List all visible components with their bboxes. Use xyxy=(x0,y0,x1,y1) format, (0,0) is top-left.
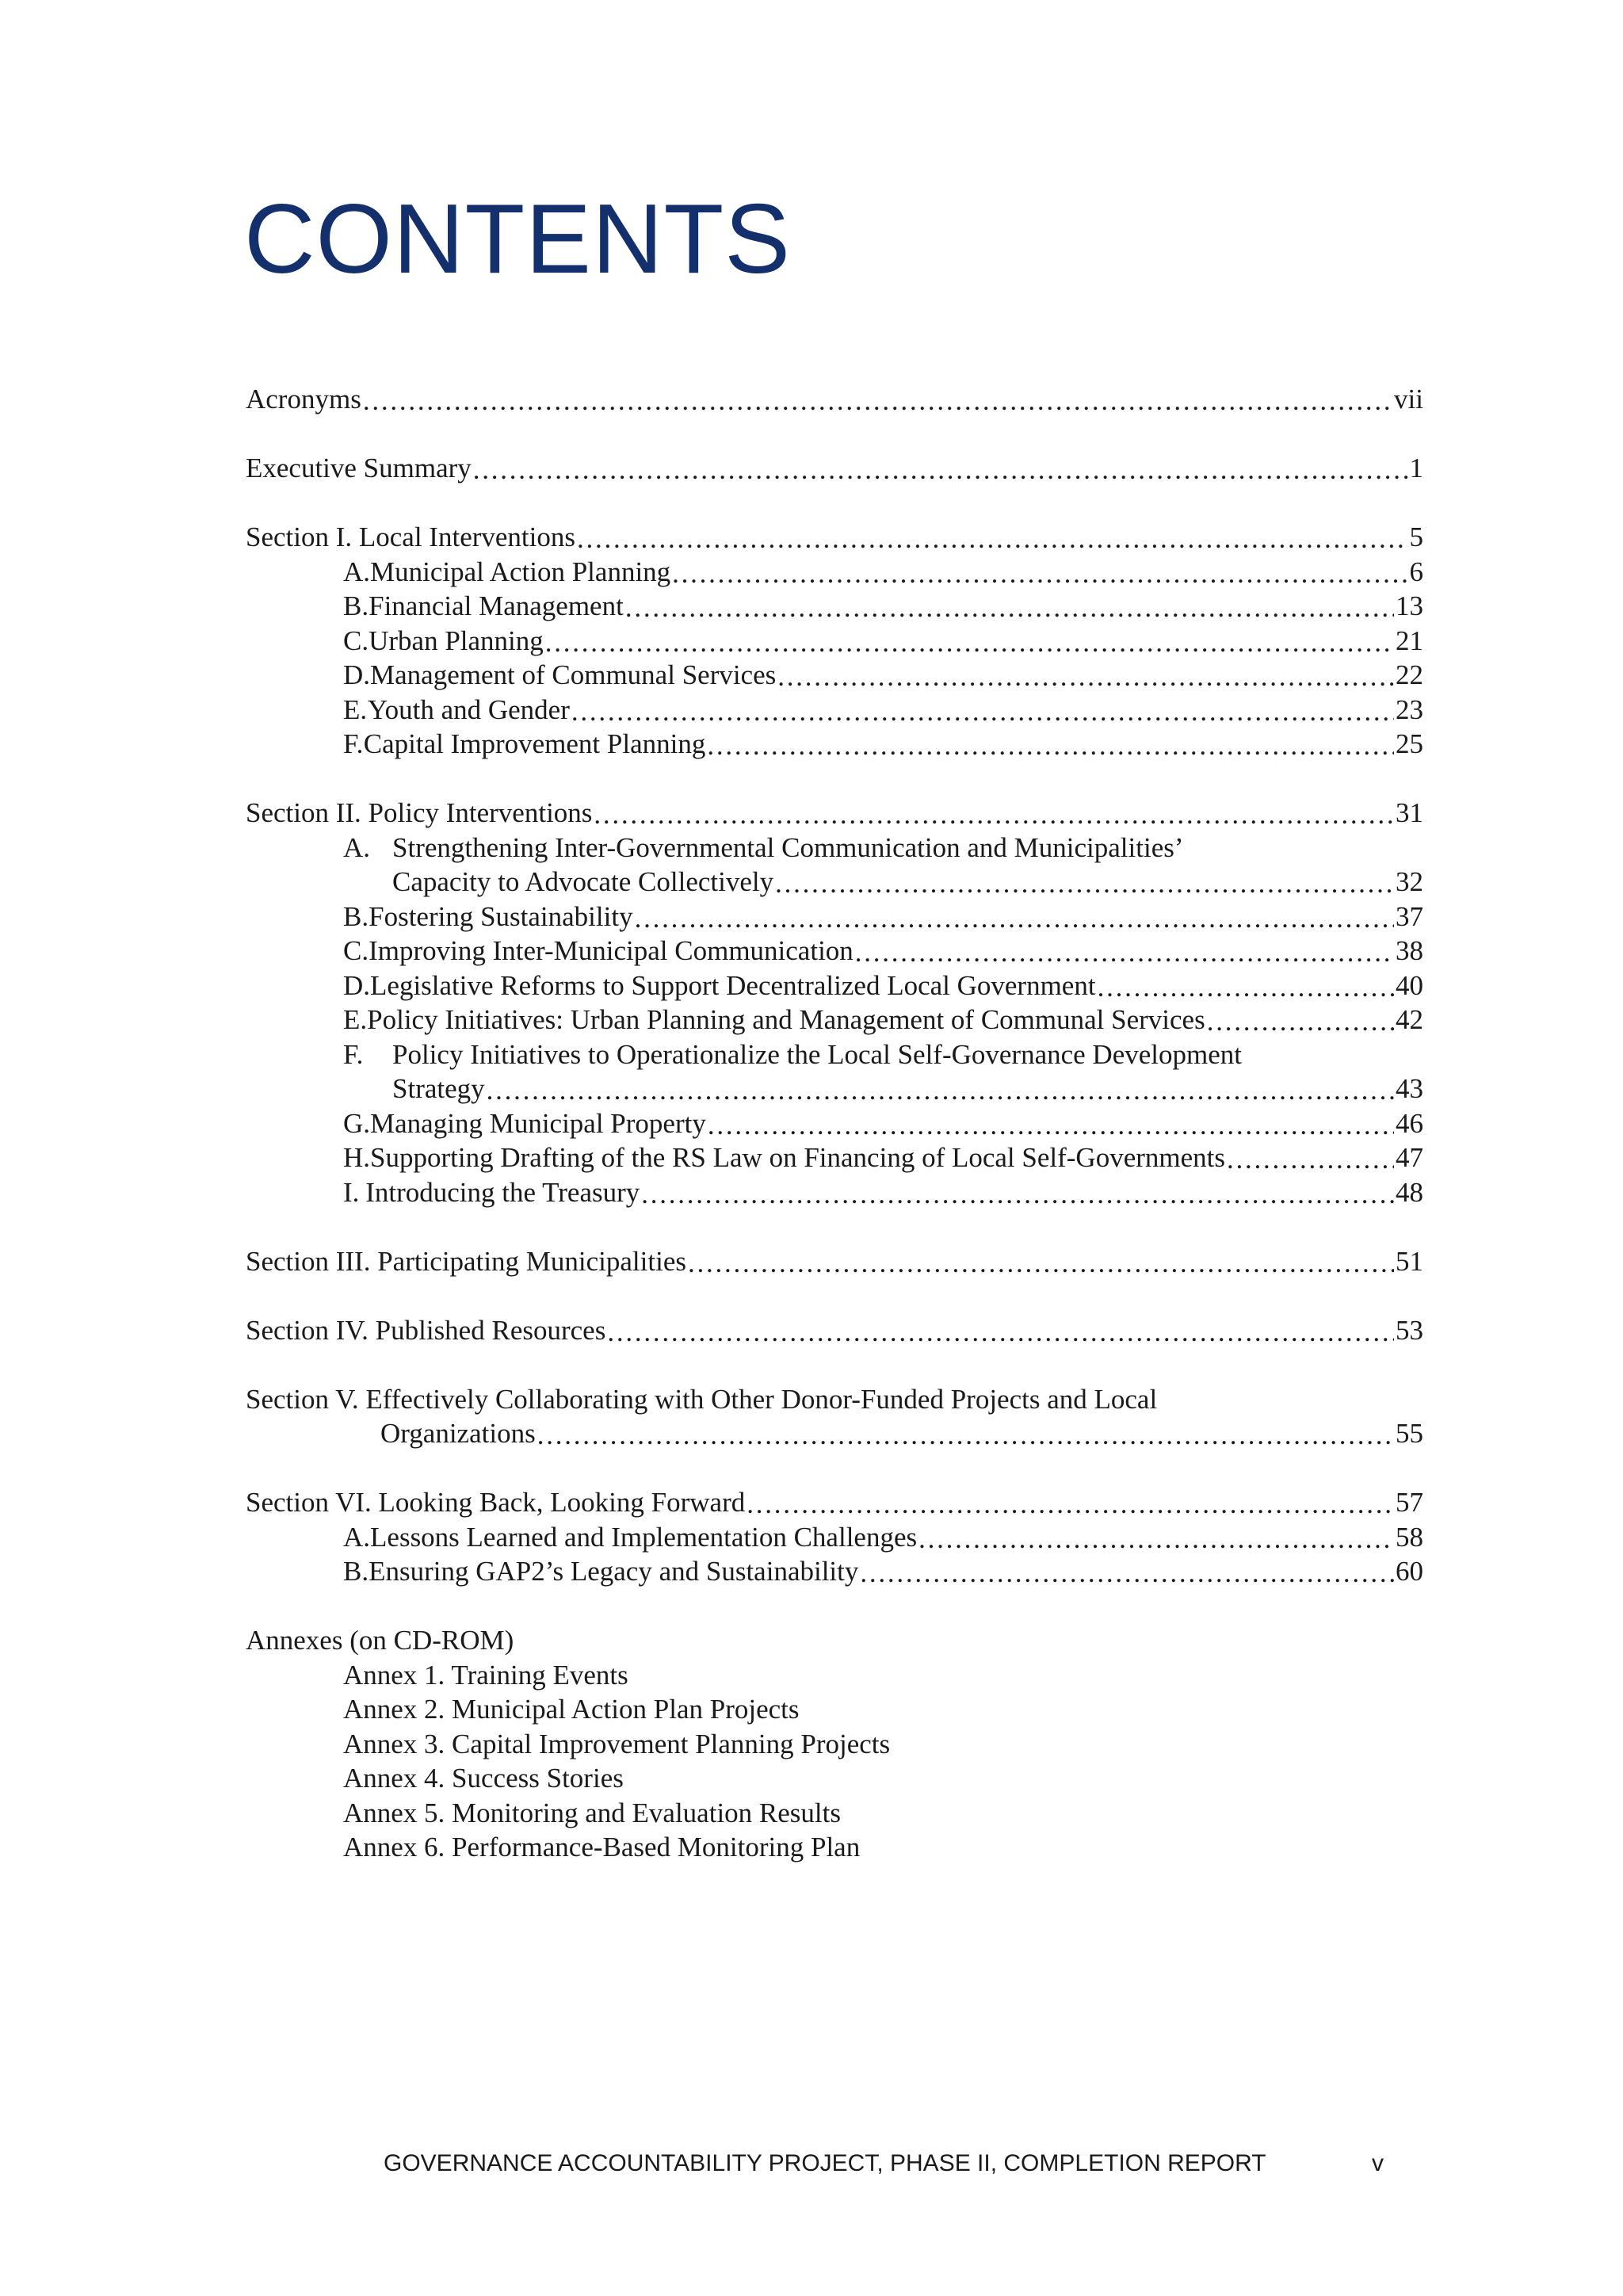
dot-leader xyxy=(775,866,1394,894)
dot-leader xyxy=(363,384,1392,411)
toc-page: vii xyxy=(1394,384,1423,415)
toc-label: Policy Initiatives to Operationalize the Local Self-Governance Development xyxy=(392,1038,1242,1070)
dot-leader xyxy=(855,935,1394,963)
toc-letter: C. xyxy=(343,625,369,656)
toc-label: Policy Initiatives: Urban Planning and Management of Communal Services xyxy=(367,1004,1205,1035)
toc-page: 31 xyxy=(1396,797,1423,828)
toc-label: Ensuring GAP2’s Legacy and Sustainability xyxy=(369,1556,859,1587)
toc-entry-section-1-b[interactable] xyxy=(246,589,1423,624)
toc-label: Section VI. Looking Back, Looking Forward xyxy=(246,1487,746,1518)
dot-leader xyxy=(571,694,1394,722)
dot-leader xyxy=(641,1177,1394,1205)
dot-leader xyxy=(607,1315,1394,1343)
dot-leader xyxy=(1227,1142,1394,1170)
toc-label: Annexes (on CD-ROM) xyxy=(246,1625,514,1656)
toc-entry-executive-summary[interactable] xyxy=(246,451,1423,486)
dot-leader xyxy=(473,453,1408,480)
toc-page: 58 xyxy=(1396,1521,1423,1553)
toc-page: 25 xyxy=(1396,728,1423,759)
toc-label: Organizations xyxy=(380,1418,536,1449)
annex-item-2[interactable]: Annex 2. Municipal Action Plan Projects xyxy=(343,1694,800,1725)
dot-leader xyxy=(688,1246,1394,1274)
toc-page: 22 xyxy=(1396,659,1423,690)
toc-label: Strengthening Inter-Governmental Communication and Municipalities’ xyxy=(392,831,1184,863)
toc-page: 55 xyxy=(1396,1418,1423,1449)
footer-page-number: v xyxy=(1372,2150,1384,2176)
dot-leader xyxy=(545,625,1394,653)
toc-letter: A. xyxy=(343,1521,371,1553)
toc-letter: E. xyxy=(343,1004,368,1035)
dot-leader xyxy=(594,797,1394,825)
dot-leader xyxy=(577,521,1408,549)
toc-label: Acronyms xyxy=(246,384,361,415)
toc-label: Capacity to Advocate Collectively xyxy=(392,866,774,897)
toc-entry-section-2-b[interactable] xyxy=(246,900,1423,934)
toc-entry-annexes[interactable] xyxy=(246,1623,1423,1658)
toc-label: Strategy xyxy=(392,1073,485,1104)
toc-letter: H. xyxy=(343,1142,371,1173)
toc-letter: A. xyxy=(343,556,371,587)
toc-page: 6 xyxy=(1409,556,1423,587)
dot-leader xyxy=(537,1418,1394,1446)
toc-page: 1 xyxy=(1409,453,1423,483)
toc-page: 47 xyxy=(1396,1142,1423,1173)
toc-page: 53 xyxy=(1396,1314,1423,1346)
toc-letter: I. xyxy=(343,1176,360,1208)
toc-label: Section II. Policy Interventions xyxy=(246,797,593,828)
dot-leader xyxy=(672,556,1407,584)
dot-leader xyxy=(1207,1004,1394,1032)
toc-label: Urban Planning xyxy=(369,625,544,656)
toc-page: 60 xyxy=(1396,1556,1423,1587)
dot-leader xyxy=(708,1108,1394,1136)
toc-letter: E. xyxy=(343,693,368,725)
toc-entry-section-2-f[interactable] xyxy=(246,1037,1423,1072)
toc-entry-section-2-h[interactable] xyxy=(246,1140,1423,1175)
toc-label: Municipal Action Planning xyxy=(370,556,671,587)
table-of-contents xyxy=(246,382,1423,1865)
toc-page: 32 xyxy=(1396,866,1423,897)
toc-entry-section-2-d[interactable] xyxy=(246,968,1423,1003)
page-footer xyxy=(384,2150,1384,2177)
toc-label: Managing Municipal Property xyxy=(370,1107,706,1139)
toc-entry-section-6-a[interactable] xyxy=(246,1520,1423,1555)
toc-letter: B. xyxy=(343,900,369,932)
toc-entry-section-6-b[interactable] xyxy=(246,1554,1423,1589)
toc-label: Lessons Learned and Implementation Challenges xyxy=(370,1521,918,1553)
toc-label: Improving Inter-Municipal Communication xyxy=(369,935,854,966)
annex-item-5[interactable]: Annex 5. Monitoring and Evaluation Results xyxy=(343,1797,841,1828)
annex-item-4[interactable]: Annex 4. Success Stories xyxy=(343,1763,624,1794)
toc-page: 43 xyxy=(1396,1073,1423,1104)
annex-item-6[interactable]: Annex 6. Performance-Based Monitoring Plan xyxy=(343,1832,861,1862)
toc-page: 21 xyxy=(1396,625,1423,656)
toc-entry-section-4[interactable] xyxy=(246,1313,1423,1348)
toc-entry-section-6[interactable] xyxy=(246,1485,1423,1520)
dot-leader xyxy=(860,1556,1394,1584)
toc-page: 40 xyxy=(1396,969,1423,1001)
toc-page: 38 xyxy=(1396,935,1423,966)
toc-label: Supporting Drafting of the RS Law on Financing of Local Self-Governments xyxy=(370,1142,1225,1173)
toc-entry-section-3[interactable] xyxy=(246,1244,1423,1279)
toc-entry-section-5-cont[interactable] xyxy=(246,1416,1423,1451)
toc-page: 48 xyxy=(1396,1176,1423,1208)
toc-page: 46 xyxy=(1396,1107,1423,1139)
toc-entry-section-5[interactable] xyxy=(246,1382,1423,1417)
dot-leader xyxy=(635,901,1394,929)
toc-entry-section-2[interactable] xyxy=(246,796,1423,831)
toc-entry-section-1-c[interactable] xyxy=(246,624,1423,659)
toc-label: Section I. Local Interventions xyxy=(246,521,575,552)
toc-letter: D. xyxy=(343,659,371,690)
toc-label: Introducing the Treasury xyxy=(365,1176,640,1208)
dot-leader xyxy=(707,728,1394,756)
annex-item-1[interactable]: Annex 1. Training Events xyxy=(343,1659,628,1690)
toc-letter: F. xyxy=(343,728,364,759)
footer-report-title: GOVERNANCE ACCOUNTABILITY PROJECT, PHASE II, COMPLETION REPORT xyxy=(384,2150,1266,2176)
toc-page: 42 xyxy=(1396,1004,1423,1035)
annex-item-3[interactable]: Annex 3. Capital Improvement Planning Projects xyxy=(343,1728,891,1759)
toc-label: Management of Communal Services xyxy=(370,659,777,690)
dot-leader xyxy=(777,659,1394,687)
toc-entry-section-2-f-cont[interactable] xyxy=(246,1072,1423,1106)
toc-label: Section III. Participating Municipalities xyxy=(246,1245,686,1277)
dot-leader xyxy=(1098,970,1394,998)
toc-page: 57 xyxy=(1396,1487,1423,1518)
toc-label: Fostering Sustainability xyxy=(369,900,633,932)
toc-letter: F. xyxy=(343,1038,364,1070)
toc-label: Executive Summary xyxy=(246,453,472,483)
toc-entry-section-2-e[interactable] xyxy=(246,1003,1423,1037)
toc-page: 51 xyxy=(1396,1245,1423,1277)
toc-entry-acronyms[interactable] xyxy=(246,382,1423,417)
toc-letter: A. xyxy=(343,831,371,863)
dot-leader xyxy=(918,1522,1394,1549)
toc-letter: B. xyxy=(343,590,369,621)
toc-entry-section-1[interactable] xyxy=(246,520,1423,555)
toc-page: 23 xyxy=(1396,693,1423,725)
toc-label: Financial Management xyxy=(369,590,624,621)
toc-entry-section-2-c[interactable] xyxy=(246,934,1423,968)
page-title: CONTENTS xyxy=(244,185,791,294)
toc-page: 5 xyxy=(1409,521,1423,552)
toc-label: Youth and Gender xyxy=(367,693,570,725)
toc-label: Section V. Effectively Collaborating with Other Donor-Funded Projects and Local xyxy=(246,1383,1158,1415)
toc-letter: B. xyxy=(343,1556,369,1587)
toc-page: 37 xyxy=(1396,900,1423,932)
toc-entry-section-2-g[interactable] xyxy=(246,1106,1423,1141)
toc-entry-section-1-f[interactable] xyxy=(246,727,1423,762)
toc-entry-section-2-a-cont[interactable] xyxy=(246,865,1423,900)
dot-leader xyxy=(747,1487,1394,1515)
dot-leader xyxy=(487,1073,1394,1101)
toc-entry-section-1-e[interactable] xyxy=(246,693,1423,728)
toc-label: Section IV. Published Resources xyxy=(246,1314,606,1346)
toc-entry-section-1-d[interactable] xyxy=(246,658,1423,693)
toc-entry-section-1-a[interactable] xyxy=(246,555,1423,590)
dot-leader xyxy=(625,590,1394,618)
toc-letter: G. xyxy=(343,1107,371,1139)
toc-entry-section-2-a[interactable] xyxy=(246,831,1423,865)
toc-label: Legislative Reforms to Support Decentralized Local Government xyxy=(370,969,1096,1001)
toc-letter: D. xyxy=(343,969,371,1001)
toc-entry-section-2-i[interactable] xyxy=(246,1175,1423,1210)
toc-label: Capital Improvement Planning xyxy=(363,728,706,759)
toc-letter: C. xyxy=(343,935,369,966)
toc-page: 13 xyxy=(1396,590,1423,621)
